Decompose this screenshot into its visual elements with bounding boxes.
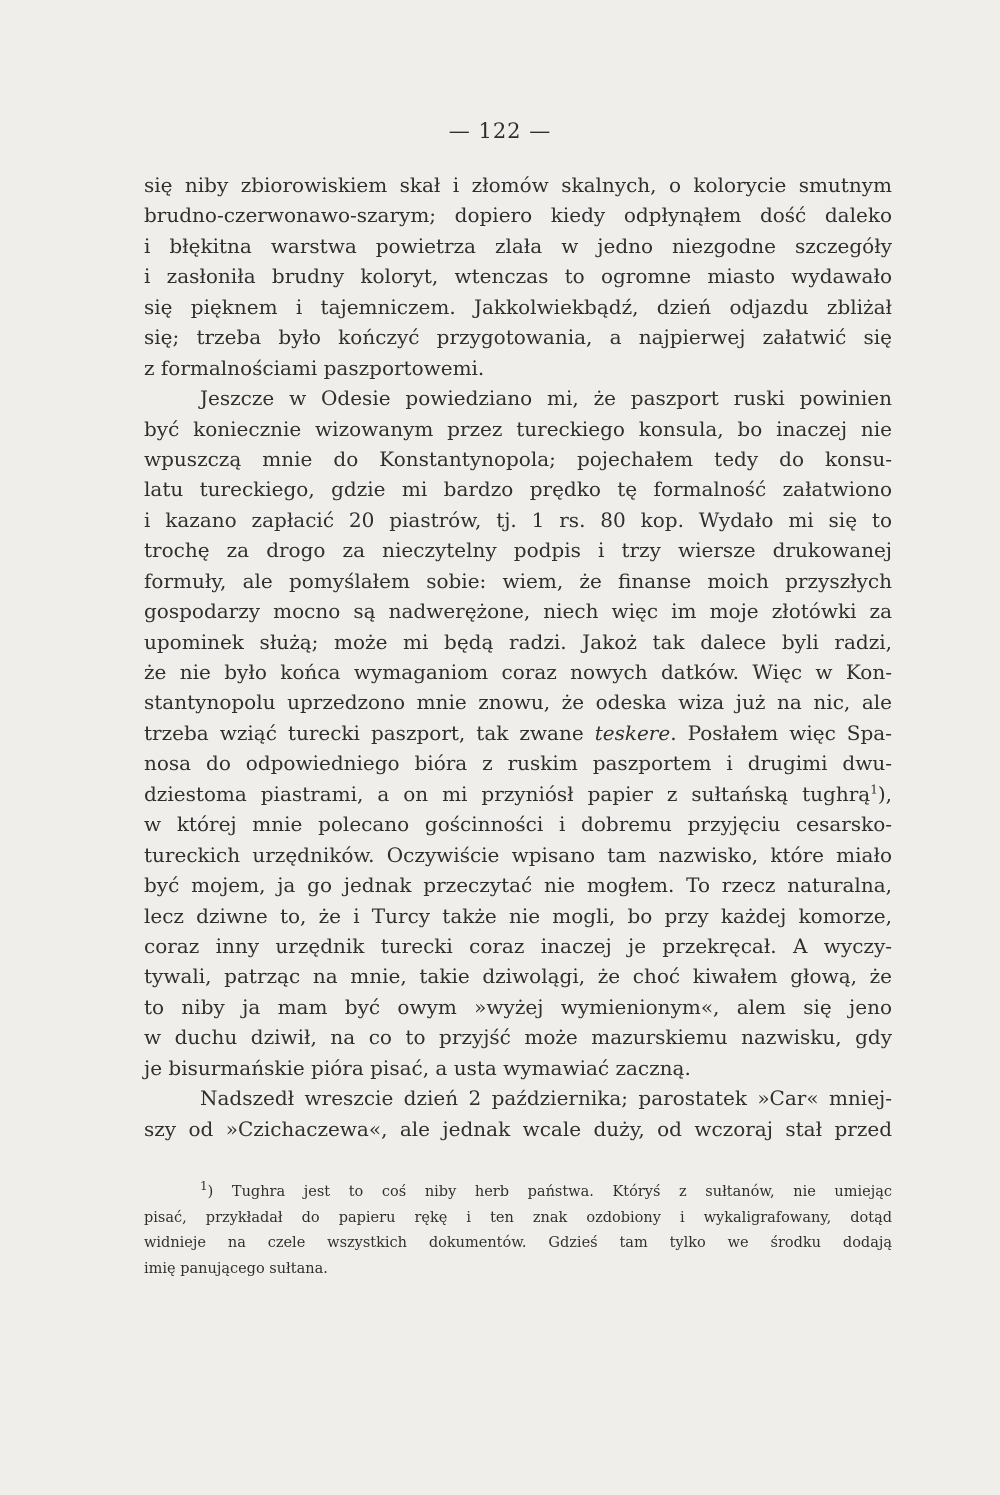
- text-line: i kazano zapłacić 20 piastrów, tj. 1 rs. 80 kop. Wydało mi się to: [144, 507, 892, 532]
- text-line: brudno-czerwonawo-szarym; dopiero kiedy odpłynąłem dość daleko: [144, 203, 892, 228]
- footnote-line: widnieje na czele wszystkich dokumentów. Gdzieś tam tylko we środku dodają: [144, 1235, 892, 1251]
- text-line: szy od »Czichaczewa«, ale jednak wcale duży, od wczoraj stał przed: [144, 1116, 892, 1141]
- text-fragment: ) Tughra jest to coś niby herb państwa. Któryś z sułtanów, nie umiejąc: [207, 1184, 892, 1200]
- text-fragment: trzeba wziąć turecki paszport, tak zwane: [144, 720, 595, 745]
- text-line: upominek służą; może mi będą radzi. Jakoż tak dalece byli radzi,: [144, 629, 892, 654]
- text-line: i błękitna warstwa powietrza zlała w jedno niezgodne szczegóły: [144, 233, 892, 258]
- text-line: Jeszcze w Odesie powiedziano mi, że paszport ruski powinien: [200, 386, 892, 411]
- text-line: latu tureckiego, gdzie mi bardzo prędko tę formalność załatwiono: [144, 477, 892, 502]
- text-line: to niby ja mam być owym »wyżej wymienionym«, alem się jeno: [144, 994, 892, 1019]
- text-line: trochę za drogo za nieczytelny podpis i trzy wiersze drukowanej: [144, 538, 892, 563]
- text-line: nosa do odpowiedniego bióra z ruskim paszportem i drugimi dwu-: [144, 751, 892, 776]
- text-line: gospodarzy mocno są nadwerężone, niech więc im moje złotówki za: [144, 599, 892, 624]
- text-line: że nie było końca wymaganiom coraz nowych datków. Więc w Kon-: [144, 660, 892, 684]
- text-line: formuły, ale pomyślałem sobie: wiem, że finanse moich przyszłych: [144, 568, 892, 593]
- footnote-line: imię panującego sułtana.: [144, 1260, 328, 1277]
- text-line: i zasłoniła brudny koloryt, wtenczas to ogromne miasto wydawało: [144, 264, 892, 289]
- page-number: — 122 —: [448, 119, 552, 143]
- text-line: tywali, patrząc na mnie, takie dziwolągi, że choć kiwałem głową, że: [144, 964, 892, 989]
- text-line: coraz inny urzędnik turecki coraz inaczej je przekręcał. A wyczy-: [144, 933, 892, 958]
- text-line: stantynopolu uprzedzono mnie znowu, że odeska wiza już na nic, ale: [144, 690, 892, 715]
- footnote-line: [144, 1180, 892, 1206]
- text-line: się pięknem i tajemniczem. Jakkolwiekbądź, dzień odjazdu zbliżał: [144, 294, 892, 319]
- text-line: je bisurmańskie pióra pisać, a usta wymawiać zaczną.: [144, 1055, 691, 1080]
- text-line: się; trzeba było kończyć przygotowania, a najpierwej załatwić się: [144, 325, 892, 350]
- text-line: Nadszedł wreszcie dzień 2 października; parostatek »Car« mniej-: [200, 1086, 892, 1111]
- footnote-reference: 1: [870, 782, 878, 797]
- text-line: lecz dziwne to, że i Turcy także nie mogli, bo przy każdej komorze,: [144, 903, 892, 928]
- footnote-line: pisać, przykładał do papieru rękę i ten znak ozdobiony i wykaligrafowany, dotąd: [144, 1209, 892, 1226]
- text-fragment: dziestoma piastrami, a on mi przyniósł papier z sułtańską tughrą: [144, 781, 871, 806]
- text-line-tughra: [144, 779, 892, 809]
- footnote-marker: 1: [200, 1179, 208, 1194]
- text-line-teskere: [144, 718, 892, 748]
- text-fragment: ),: [877, 781, 892, 806]
- text-line: być mojem, ja go jednak przeczytać nie mogłem. To rzecz naturalna,: [144, 873, 892, 898]
- body-text: [144, 170, 892, 1144]
- text-line: w której mnie polecano gościnności i dobremu przyjęciu cesarsko-: [144, 812, 892, 837]
- text-line: wpuszczą mnie do Konstantynopola; pojechałem tedy do konsu-: [144, 446, 892, 471]
- text-fragment: . Posłałem więc Spa-: [670, 720, 892, 745]
- text-line: być koniecznie wizowanym przez tureckiego konsula, bo inaczej nie: [144, 416, 892, 441]
- text-line: się niby zbiorowiskiem skał i złomów skalnych, o kolorycie smutnym: [144, 173, 892, 197]
- text-line: w duchu dziwił, na co to przyjść może mazurskiemu nazwisku, gdy: [144, 1025, 892, 1050]
- text-line: tureckich urzędników. Oczywiście wpisano tam nazwisko, które miało: [144, 842, 892, 867]
- footnote: [144, 1180, 892, 1282]
- text-line: z formalnościami paszportowemi.: [144, 355, 485, 380]
- italic-word: teskere: [594, 720, 671, 745]
